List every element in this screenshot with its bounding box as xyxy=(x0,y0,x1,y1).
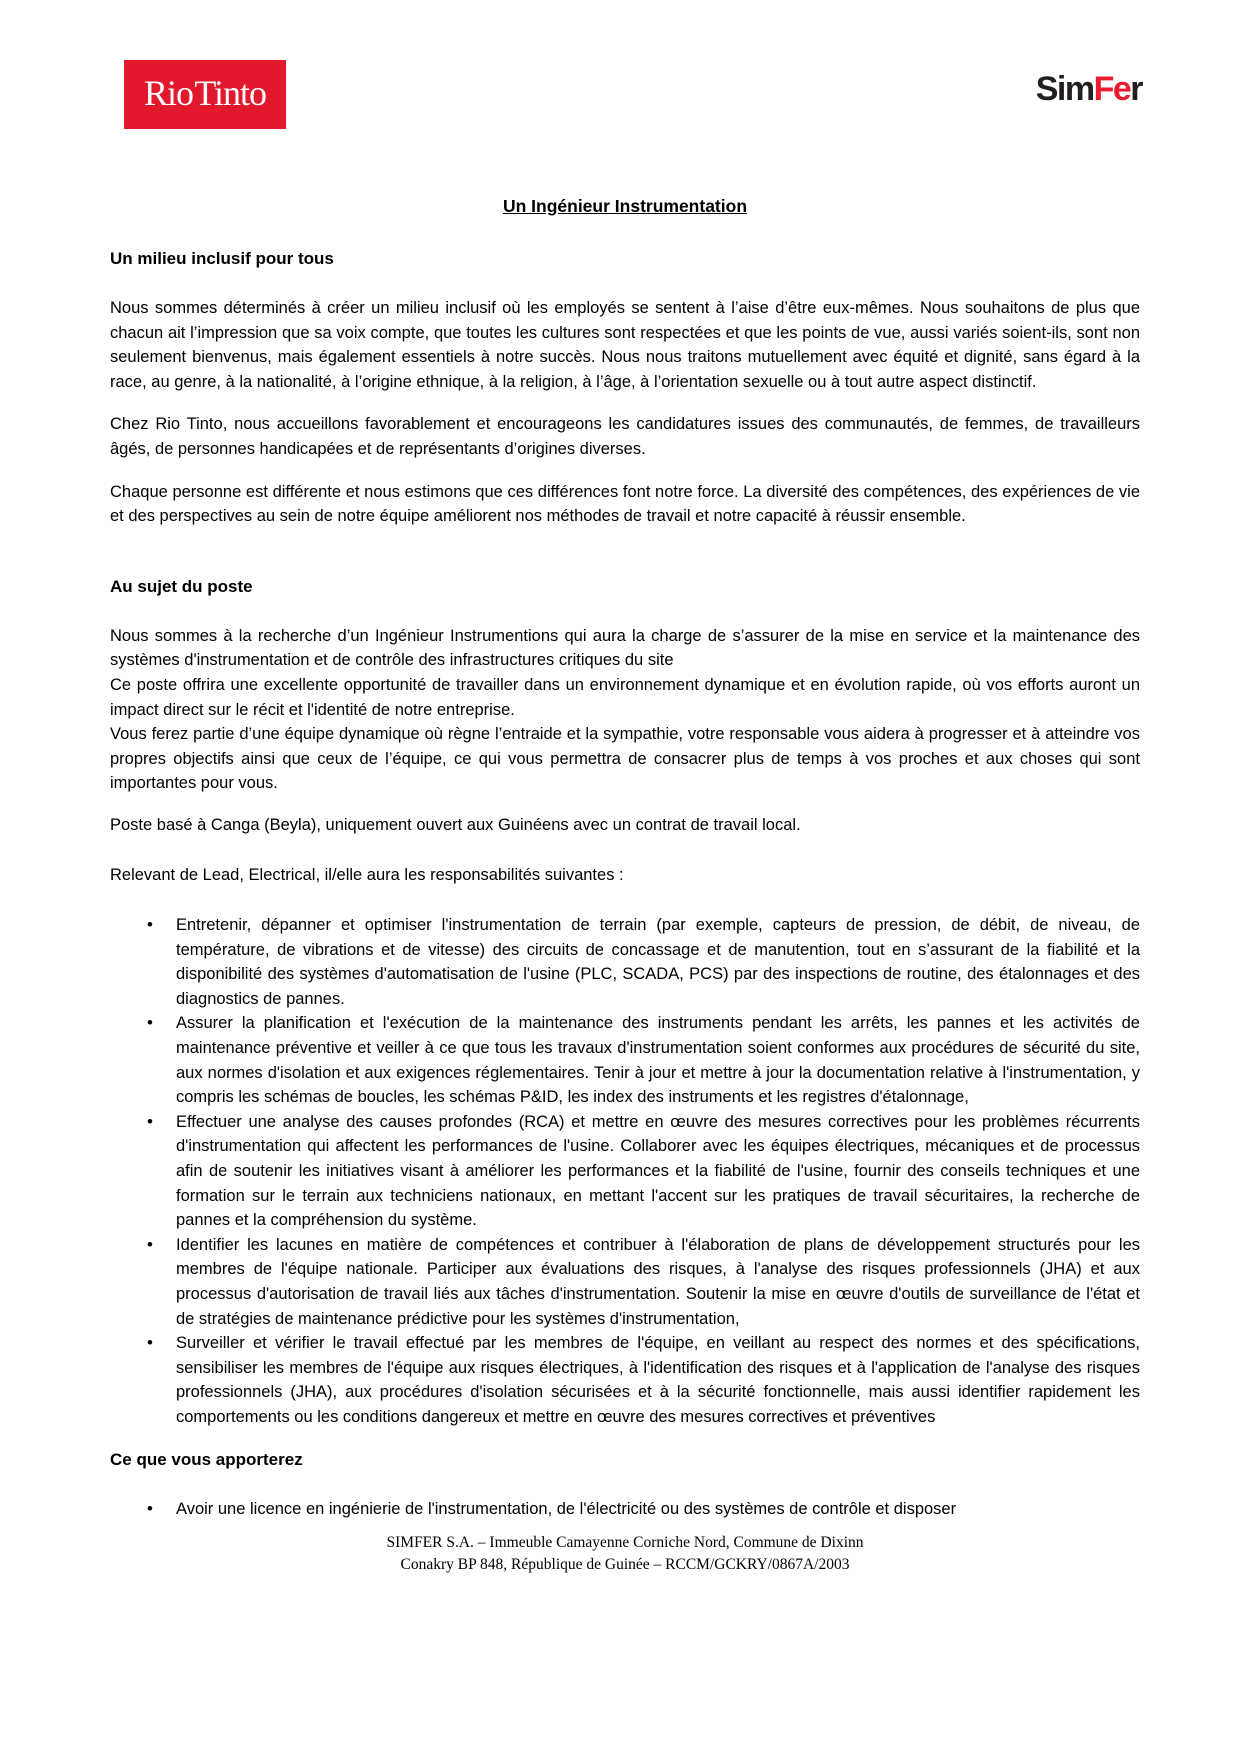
reporting-line: Relevant de Lead, Electrical, il/elle aura les responsabilités suivantes : xyxy=(110,865,624,884)
paragraph-inclusive-3: Chaque personne est différente et nous estimons que ces différences font notre force. La diversité des compétences, des expériences de vie et des perspectives au sein de notre équipe améliorent nos méthodes de travail et notre capacité à réussir ensemble. xyxy=(110,482,1140,526)
section-heading-bring: Ce que vous apporterez xyxy=(110,1449,303,1469)
bring-item-1: • Avoir une licence en ingénierie de l'instrumentation, de l'électricité ou des systèmes de contrôle et disposer xyxy=(110,1497,1140,1522)
page-footer xyxy=(110,1532,1140,1575)
responsibilities-list xyxy=(110,913,1140,1429)
section-heading-about: Au sujet du poste xyxy=(110,576,253,596)
rio-tinto-logo-text: Rio Tinto xyxy=(143,73,267,113)
footer-line-1: SIMFER S.A. – Immeuble Camayenne Corniche Nord, Commune de Dixinn xyxy=(386,1534,864,1552)
footer-line-2: Conakry BP 848, République de Guinée – RCCM/GCKRY/0867A/2003 xyxy=(400,1555,850,1573)
responsibility-item-1: • Entretenir, dépanner et optimiser l'instrumentation de terrain (par exemple, capteurs de pression, de débit, de niveau, de température, de vibrations et de vitesse) des circuits de concassage et de manutention, tout en s’assurant de la fiabilité et la disponibilité des systèmes d'automatisation de l'usine (PLC, SCADA, PCS) par des inspections de routine, des étalonnages et des diagnostics de pannes. xyxy=(110,913,1140,1011)
document-body xyxy=(0,195,1241,1575)
responsibility-item-5: • Surveiller et vérifier le travail effectué par les membres de l'équipe, en veillant au respect des normes et des spécifications, sensibiliser les membres de l'équipe aux risques électriques, à l'identification des risques et à l'application de l'analyse des risques professionnels (JHA), aux procédures d'isolation sécurisées et à la sécurité fonctionnelle, mais aussi identifier rapidement les comportements ou les conditions dangereux et mettre en œuvre des mesures correctives et préventives xyxy=(110,1331,1140,1429)
bring-list xyxy=(110,1497,1140,1522)
section-heading-inclusive: Un milieu inclusif pour tous xyxy=(110,249,334,268)
document-header xyxy=(0,0,1241,129)
location-line: Poste basé à Canga (Beyla), uniquement ouvert aux Guinéens avec un contrat de travail local. xyxy=(110,815,801,834)
simfer-logo-text-dark2: r xyxy=(1130,70,1142,108)
rio-tinto-logo xyxy=(124,60,286,129)
simfer-logo xyxy=(1036,72,1142,106)
paragraph-about-2: Ce poste offrira une excellente opportunité de travailler dans un environnement dynamique et en évolution rapide, où vos efforts auront un impact direct sur le récit et l'identité de notre entreprise. xyxy=(110,675,1140,719)
paragraph-about-3: Vous ferez partie d’une équipe dynamique où règne l’entraide et la sympathie, votre responsable vous aidera à progresser et à atteindre vos propres objectifs ainsi que ceux de l’équipe, ce qui vous permettra de consacrer plus de temps à vos proches et aux choses qui sont importantes pour vous. xyxy=(110,725,1140,793)
paragraph-about-1: Nous sommes à la recherche d’un Ingénieur Instrumentions qui aura la charge de s’assurer de la mise en service et la maintenance des systèmes d'instrumentation et de contrôle des infrastructures critiques du site xyxy=(110,626,1140,670)
paragraph-inclusive-2: Chez Rio Tinto, nous accueillons favorablement et encourageons les candidatures issues des communautés, de femmes, de travailleurs âgés, de personnes handicapées et de représentants d’origines diverses. xyxy=(110,415,1140,458)
document-title: Un Ingénieur Instrumentation xyxy=(502,196,748,216)
responsibility-item-3: • Effectuer une analyse des causes profondes (RCA) et mettre en œuvre des mesures correctives pour les problèmes récurrents d'instrumentation qui affectent les performances de l'usine. Collaborer avec les équipes électriques, mécaniques et de processus afin de soutenir les initiatives visant à améliorer les performances et la fiabilité de l'usine, fournir des conseils techniques et une formation sur le terrain aux techniciens nationaux, en mettant l'accent sur les pratiques de travail sécuritaires, la recherche de pannes et la compréhension du système. xyxy=(110,1110,1140,1233)
responsibility-item-4: • Identifier les lacunes en matière de compétences et contribuer à l'élaboration de plans de développement structurés pour les membres de l'équipe nationale. Participer aux évaluations des risques, à l'analyse des risques professionnels (JHA) et aux processus d'autorisation de travail liés aux tâches d'instrumentation. Soutenir la mise en œuvre d'outils de surveillance de l'état et de stratégies de maintenance prédictive pour les systèmes d'instrumentation, xyxy=(110,1233,1140,1331)
responsibility-item-2: • Assurer la planification et l'exécution de la maintenance des instruments pendant les arrêts, les pannes et les activités de maintenance préventive et veiller à ce que tous les travaux d'instrumentation soient conformes aux procédures de sécurité du site, aux normes d'isolation et aux exigences réglementaires. Tenir à jour et mettre à jour la documentation relative à l'instrumentation, y compris les schémas de boucles, les schémas P&ID, les index des instruments et les registres d'étalonnage, xyxy=(110,1011,1140,1109)
paragraph-inclusive-1: Nous sommes déterminés à créer un milieu inclusif où les employés se sentent à l’aise d’être eux-mêmes. Nous souhaitons de plus que chacun ait l’impression que sa voix compte, que toutes les cultures sont respectées et que les points de vue, aussi variés soient-ils, sont non seulement bienvenus, mais également essentiels à notre succès. Nous nous traitons mutuellement avec équité et dignité, sans égard à la race, au genre, à la nationalité, à l’origine ethnique, à la religion, à l’âge, à l’orientation sexuelle ou à tout autre aspect distinctif. xyxy=(110,299,1140,391)
simfer-logo-text-dark: Sim xyxy=(1035,70,1094,108)
simfer-logo-text-red: Fe xyxy=(1093,70,1131,108)
